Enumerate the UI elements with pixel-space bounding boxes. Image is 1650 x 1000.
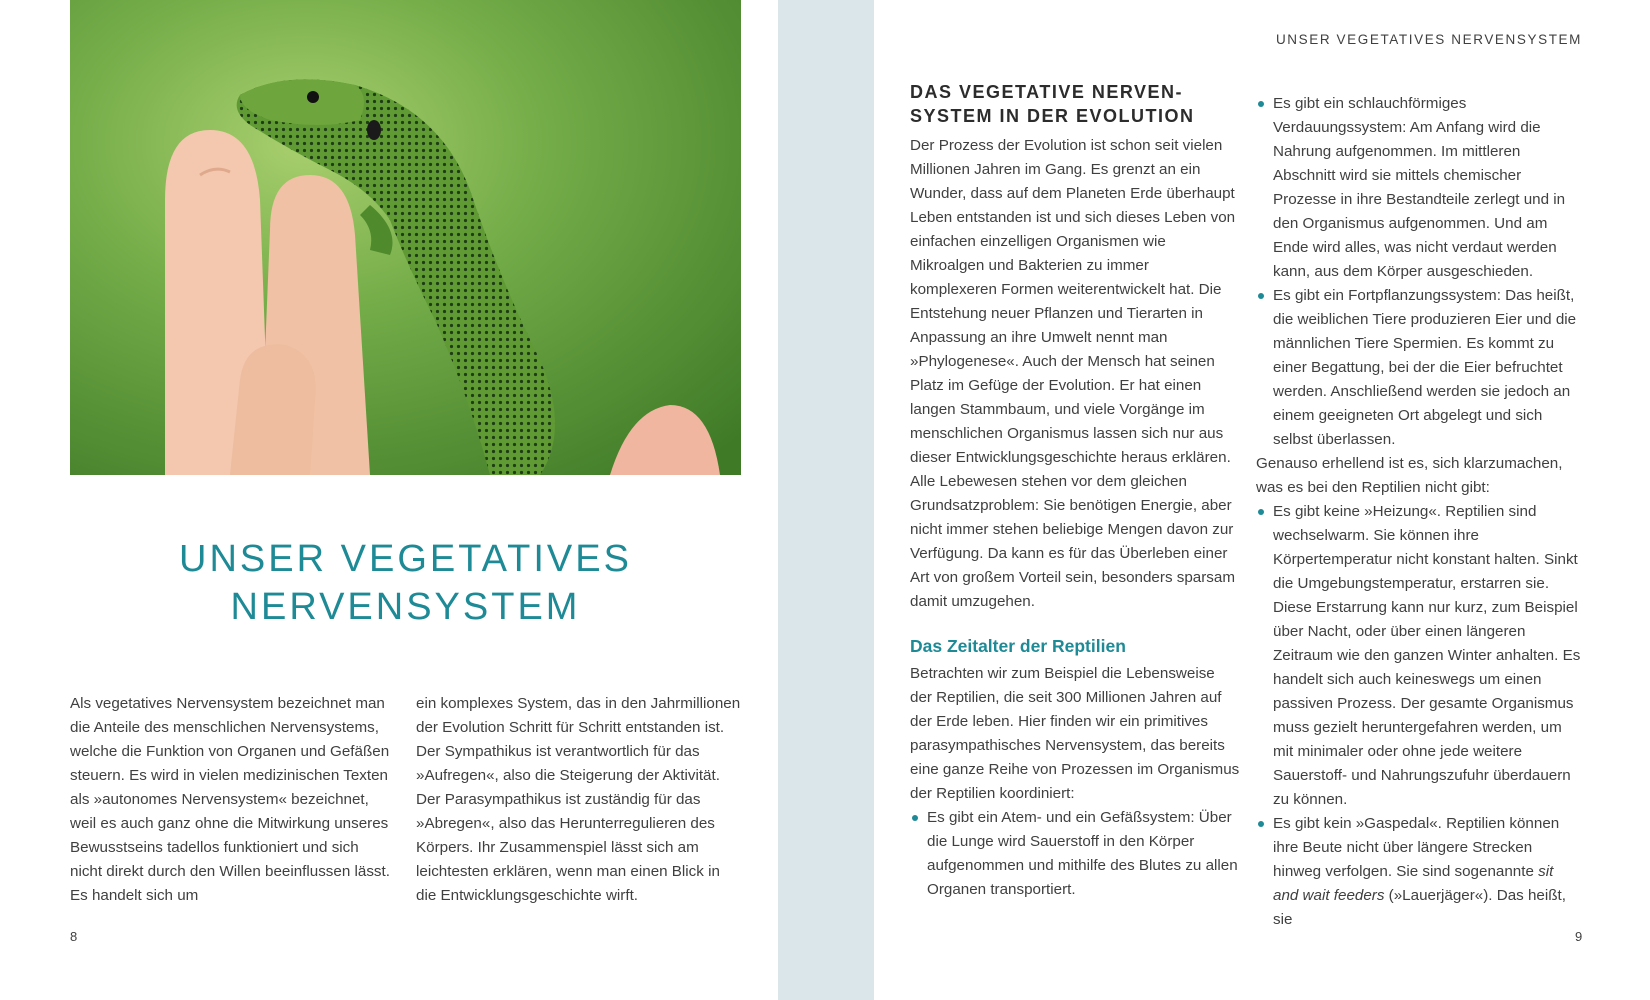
bullet-item-gaspedal: [1256, 812, 1582, 932]
intro-column-2: ein komplexes System, das in den Jahrmillionen der Evolution Schritt für Schritt entstanden ist. Der Sympathikus ist verantwortlich für das »Aufregen«, also die Steigerung der Aktivität. Der Parasympathikus ist zuständig für das »Abregen«, also das Herunterregulieren des Körpers. Ihr Zusammenspiel lässt sich am leichtesten erklären, wenn man einen Blick in die Entwicklungsgeschichte wirft.: [416, 695, 741, 904]
sub-heading-reptiles: Das Zeitalter der Reptilien: [910, 636, 1126, 656]
left-page: [0, 0, 778, 1000]
bullet-item-fortpflanzung: Es gibt ein Fortpflanzungssystem: Das heißt, die weiblichen Tiere produzieren Eier und die männlichen Tiere Spermien. Es kommt zu einer Begattung, bei der die Eier befruchtet werden. Anschließend werden sie jedoch an einem geeigneten Ort abgelegt und sich selbst überlassen.: [1256, 284, 1582, 452]
gaspedal-text-italic: sit and wait feeders: [1273, 863, 1554, 904]
bullet-list-col2-a: [1256, 92, 1582, 452]
bullet-list-col1: [910, 806, 1240, 902]
bullet-list-col2-b: [1256, 500, 1582, 932]
gaspedal-text-end: (»Lauerjäger«). Das heißt, sie: [1273, 887, 1566, 928]
paragraph-evolution: Der Prozess der Evolution ist schon seit vielen Millionen Jahren im Gang. Es grenzt an ein Wunder, dass auf dem Planeten Erde überhaupt Leben entstanden ist und sich dieses Leben von einfachen einzelligen Organismen wie Mikroalgen und Bakterien zu immer komplexeren Formen weiterentwickelt hat. Die Entstehung neuer Pflanzen und Tierarten in Anpassung an ihre Umwelt nennt man »Phylogenese«. Auch der Mensch hat seinen Platz im Gefüge der Evolution. Er hat einen langen Stammbaum, und viele Vorgänge im menschlichen Organismus lassen sich nur aus dieser Entwicklungsgeschichte heraus erklären.: [910, 137, 1236, 466]
page-gutter: [778, 0, 874, 1000]
chapter-title-line1: UNSER VEGETATIVES: [179, 538, 632, 580]
bullet-item-verdauung: Es gibt ein schlauchförmiges Verdauungssystem: Am Anfang wird die Nahrung aufgenommen. Im mittleren Abschnitt wird sie mittels chemischer Prozesse in ihre Bestandteile zerlegt und in den Organismus aufgenommen. Und am Ende wird alles, was nicht verdaut werden kann, aus dem Körper ausgeschieden.: [1256, 92, 1582, 284]
section-heading: [910, 80, 1240, 128]
running-head: UNSER VEGETATIVES NERVENSYSTEM: [1275, 32, 1582, 47]
page-number-left: 8: [70, 929, 78, 944]
section-heading-line1: DAS VEGETATIVE NERVEN-: [910, 82, 1184, 102]
section-heading-line2: SYSTEM IN DER EVOLUTION: [910, 106, 1195, 126]
page-number-right: 9: [1575, 929, 1583, 944]
chapter-title: [70, 535, 741, 631]
paragraph-energy: Alle Lebewesen stehen vor dem gleichen Grundsatzproblem: Sie benötigen Energie, aber nicht immer stehen beliebige Mengen davon zur Verfügung. Da kann es für das Überleben einer Art von großem Vorteil sein, besonders sparsam damit umzugehen.: [910, 473, 1235, 610]
right-column-1: [910, 80, 1240, 902]
lizard-photo: [70, 0, 741, 475]
lizard-illustration: [70, 0, 741, 475]
gaspedal-text-start: Es gibt kein »Gaspedal«. Reptilien können ihre Beute nicht über längere Strecken hinweg verfolgen. Sie sind sogenannte: [1273, 815, 1560, 880]
paragraph-not-present: Genauso erhellend ist es, sich klarzumachen, was es bei den Reptilien nicht gibt:: [1256, 455, 1563, 496]
chapter-title-line2: NERVENSYSTEM: [230, 586, 581, 628]
bullet-item-heizung: Es gibt keine »Heizung«. Reptilien sind wechselwarm. Sie können ihre Körpertemperatur nicht konstant halten. Sinkt die Umgebungstemperatur, erstarren sie. Diese Erstarrung kann nur kurz, zum Beispiel über Nacht, oder über einen längeren Zeitraum wie den ganzen Winter anhalten. Es handelt sich auch keineswegs um einen passiven Prozess. Der gesamte Organismus muss gezielt heruntergefahren werden, um mit minimaler oder ohne jede weitere Sauerstoff- und Nahrungszufuhr überdauern zu können.: [1256, 500, 1582, 812]
bullet-item-atem: Es gibt ein Atem- und ein Gefäßsystem: Über die Lunge wird Sauerstoff in den Körper aufgenommen und mithilfe des Blutes zu allen Organen transportiert.: [910, 806, 1240, 902]
intro-column-1: Als vegetatives Nervensystem bezeichnet man die Anteile des menschlichen Nervensystems, welche die Funktion von Organen und Gefäßen steuern. Es wird in vielen medizinischen Texten als »autonomes Nervensystem« bezeichnet, weil es auch ganz ohne die Mitwirkung unseres Bewusstseins tadellos funktioniert und sich nicht direkt durch den Willen beeinflussen lässt. Es handelt sich um: [70, 695, 390, 904]
right-column-2: [1256, 92, 1582, 932]
paragraph-reptiles: Betrachten wir zum Beispiel die Lebensweise der Reptilien, die seit 300 Millionen Jahren auf der Erde leben. Hier finden wir ein primitives parasympathisches Nervensystem, das bereits eine ganze Reihe von Prozessen im Organismus der Reptilien koordiniert:: [910, 665, 1240, 802]
